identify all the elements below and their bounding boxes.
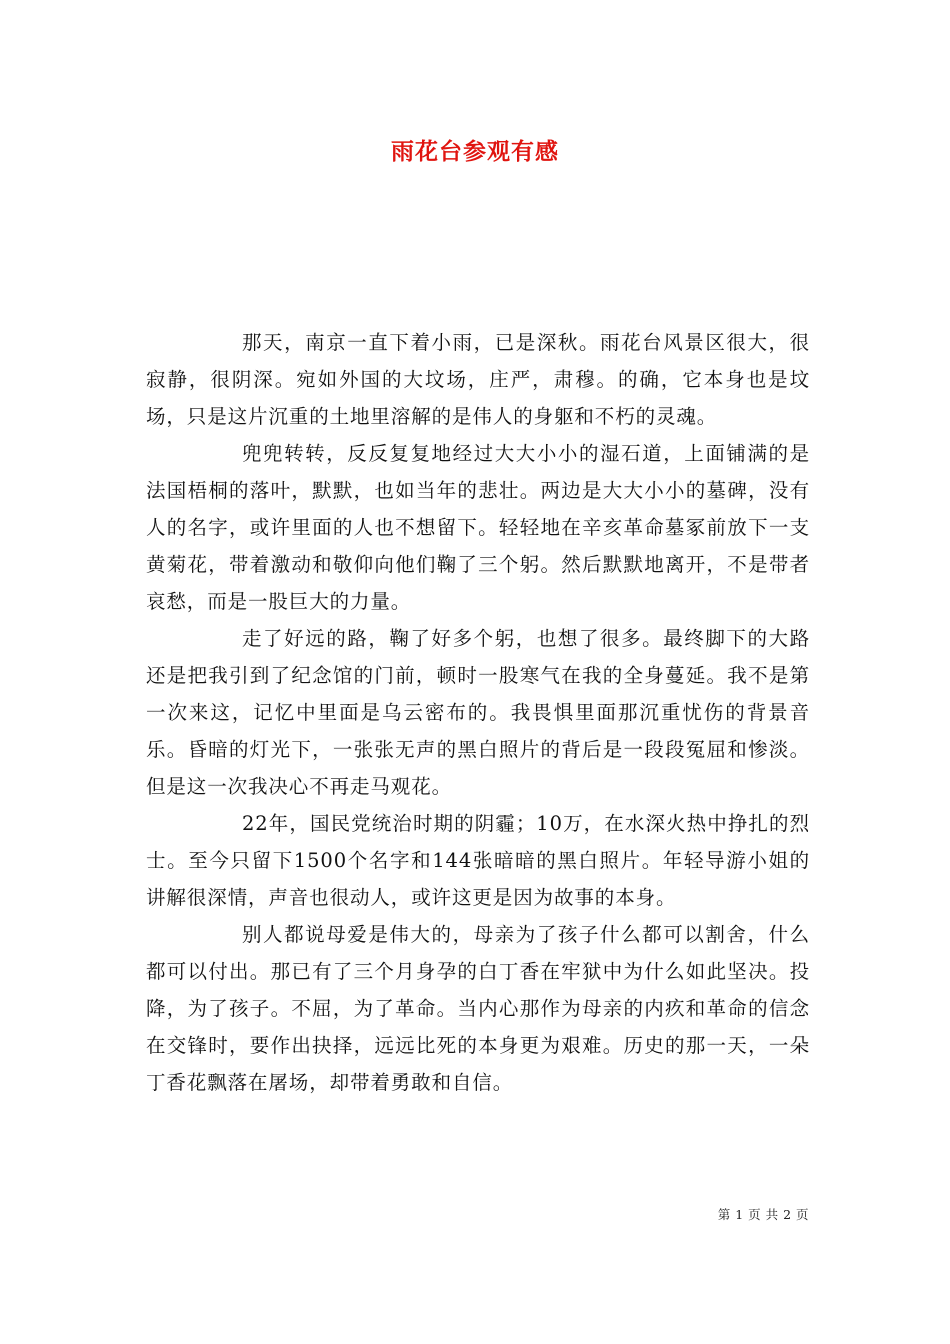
document-body: [146, 324, 810, 1101]
document-title: 雨花台参观有感: [391, 139, 559, 165]
paragraph-3: 走了好远的路，鞠了好多个躬，也想了很多。最终脚下的大路还是把我引到了纪念馆的门前，顿时一股寒气在我的全身蔓延。我不是第一次来这，记忆中里面是乌云密布的。我畏惧里面那沉重忧伤的背景音乐。昏暗的灯光下，一张张无声的黑白照片的背后是一段段冤屈和惨淡。但是这一次我决心不再走马观花。: [146, 627, 810, 798]
paragraph-1: 那天，南京一直下着小雨，已是深秋。雨花台风景区很大，很寂静，很阴深。宛如外国的大坟场，庄严，肃穆。的确，它本身也是坟场，只是这片沉重的土地里溶解的是伟人的身躯和不朽的灵魂。: [146, 331, 810, 428]
page-number-footer: 第 1 页 共 2 页: [717, 1207, 809, 1222]
paragraph-5: 别人都说母爱是伟大的，母亲为了孩子什么都可以割舍，什么都可以付出。那已有了三个月身孕的白丁香在牢狱中为什么如此坚决。投降，为了孩子。不屈，为了革命。当内心那作为母亲的内疚和革命的信念在交锋时，要作出抉择，远远比死的本身更为艰难。历史的那一天，一朵丁香花飘落在屠场，却带着勇敢和自信。: [146, 923, 810, 1094]
paragraph-2: 兜兜转转，反反复复地经过大大小小的湿石道，上面铺满的是法国梧桐的落叶，默默，也如当年的悲壮。两边是大大小小的墓碑，没有人的名字，或许里面的人也不想留下。轻轻地在辛亥革命墓冢前放下一支黄菊花，带着激动和敬仰向他们鞠了三个躬。然后默默地离开，不是带者哀愁，而是一股巨大的力量。: [146, 442, 810, 613]
paragraph-4: 22年，国民党统治时期的阴霾；10万，在水深火热中挣扎的烈士。至今只留下1500个名字和144张暗暗的黑白照片。年轻导游小姐的讲解很深情，声音也很动人，或许这更是因为故事的本身。: [146, 812, 810, 909]
